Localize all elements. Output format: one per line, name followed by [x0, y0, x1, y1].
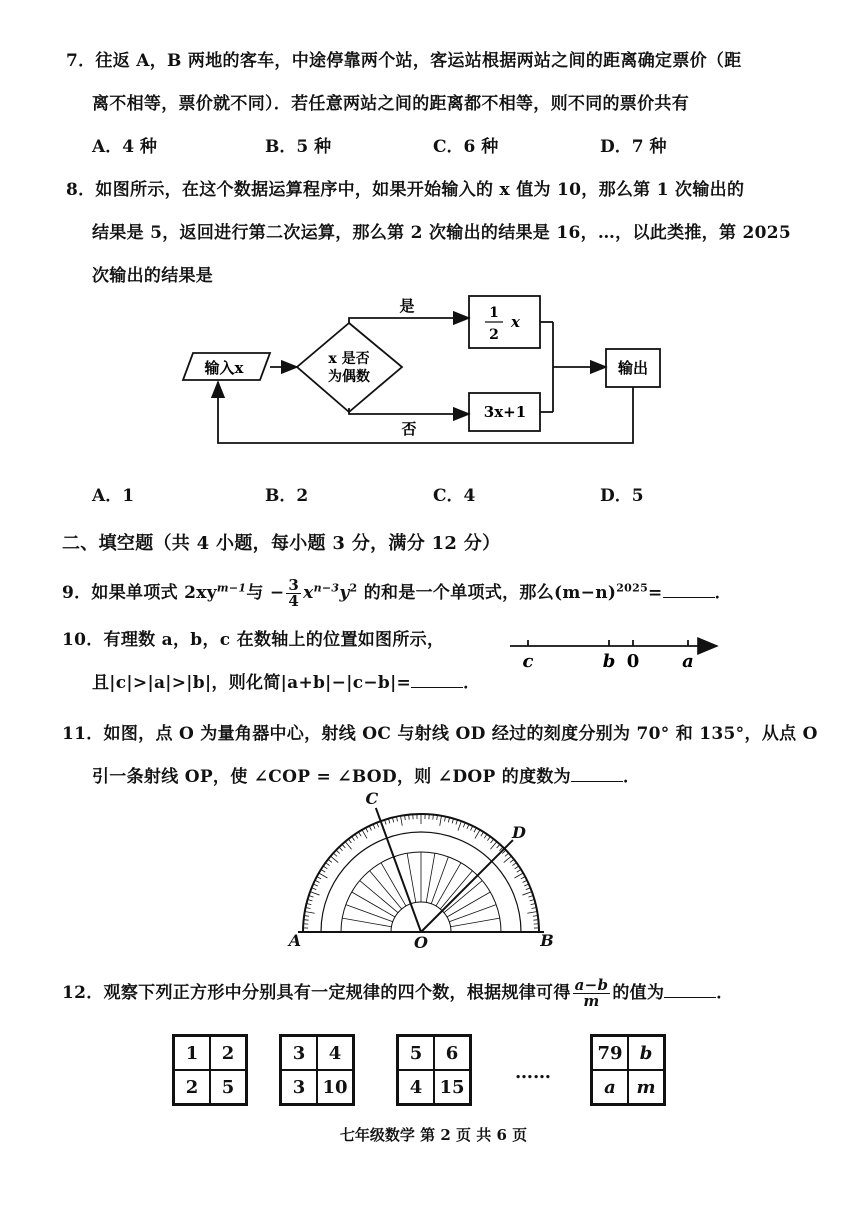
q12-fraction [573, 978, 611, 1009]
protractor-tick [401, 816, 403, 826]
protractor-tick [517, 869, 521, 872]
protractor-tick [505, 853, 509, 856]
q7-option-c: C．6 种 [433, 137, 499, 157]
q10-line2-end: ． [463, 673, 481, 693]
protractor-tick [515, 866, 519, 869]
square-2-cell: 10 [317, 1070, 353, 1104]
protractor-tick [521, 877, 525, 879]
q7-option-d: D．7 种 [600, 137, 667, 157]
q11-line2-text: 引一条射线 OP，使 ∠COP = ∠BOD，则 ∠DOP 的度数为 [92, 767, 571, 787]
flow-half-den: 2 [489, 327, 499, 343]
q7-option-b: B．5 种 [265, 137, 332, 157]
protractor-ray [451, 918, 500, 927]
axis-label-c: c [522, 651, 534, 672]
square-1 [172, 1034, 248, 1106]
q12-pre: 12．观察下列正方形中分别具有一定规律的四个数，根据规律可得 [62, 983, 571, 1003]
square-4 [590, 1034, 666, 1106]
square-3-cell: 15 [434, 1070, 470, 1104]
point-d-label: D [511, 823, 526, 843]
q8-line3: 次输出的结果是 [92, 266, 214, 286]
protractor-tick [336, 850, 340, 853]
protractor-tick [373, 824, 375, 829]
q10-line2-text: 且|c|>|a|>|b|，则化简|a+b|−|c−b|= [92, 673, 412, 693]
page-footer: 七年级数学 第 2 页 共 6 页 [339, 1126, 528, 1144]
protractor-tick [484, 834, 487, 838]
square-1-cell: 2 [174, 1070, 210, 1104]
q12-end: ． [716, 983, 734, 1003]
q11-line2-end: ． [622, 767, 641, 787]
number-line [505, 630, 735, 675]
protractor-tick [342, 844, 345, 848]
protractor-tick [348, 839, 351, 843]
protractor-tick [352, 837, 355, 841]
protractor-tick [504, 856, 512, 862]
protractor-tick [328, 859, 332, 862]
protractor-tick [474, 828, 476, 832]
q8-option-c: C．4 [433, 486, 476, 506]
protractor-tick [533, 920, 538, 921]
q12-post: 的值为 [612, 983, 665, 1003]
protractor-tick [304, 920, 309, 921]
q9-suffix: 的和是一个单项式，那么(m−n) [357, 583, 617, 603]
q8-option-a: A．1 [92, 486, 135, 506]
protractor-tick [345, 842, 351, 850]
point-a-label: A [288, 931, 302, 950]
axis-label-b: b [602, 651, 616, 672]
q7-line2: 离不相等，票价就不同）．若任意两站之间的距离都不相等，则不同的票价共有 [92, 94, 689, 114]
axis-label-a: a [682, 651, 694, 672]
flow-triple-label: 3x+1 [483, 403, 527, 421]
square-2 [279, 1034, 355, 1106]
q9-tail: ． [714, 583, 732, 603]
square-4-cell: 79 [592, 1036, 628, 1070]
protractor-tick [409, 815, 410, 820]
q12-frac-den: m [583, 992, 600, 1010]
q8-line1: 8．如图所示，在这个数据运算程序中，如果开始输入的 x 值为 10，那么第 1 次输出的 [66, 180, 745, 200]
protractor-tick [487, 837, 490, 841]
q8-line2: 结果是 5，返回进行第二次运算，那么第 2 次输出的结果是 16，…，以此类推，第 2025 [92, 223, 792, 243]
q10-answer-blank[interactable] [411, 673, 463, 688]
protractor-tick [524, 884, 529, 886]
protractor-tick [366, 828, 368, 832]
flow-half-box [469, 296, 540, 348]
protractor-tick [326, 863, 330, 866]
protractor-tick [475, 830, 480, 839]
flowchart [0, 290, 867, 460]
q9-exp1: m−1 [216, 581, 247, 595]
q11-answer-blank[interactable] [571, 767, 623, 782]
protractor-tick [515, 873, 524, 878]
flow-no-label: 否 [401, 420, 417, 438]
protractor-tick [523, 880, 527, 882]
q11-line1: 11．如图，点 O 为量角器中心，射线 OC 与射线 OD 经过的刻度分别为 70° 和 135°，从点 O [62, 724, 818, 744]
protractor-ray [342, 918, 391, 927]
flow-half-var: x [511, 313, 520, 331]
point-o-label: O [414, 933, 428, 952]
square-3 [396, 1034, 472, 1106]
protractor-tick [355, 834, 358, 838]
protractor-tick [491, 839, 494, 843]
flow-decision-line2: 为偶数 [328, 369, 370, 385]
protractor-tick [331, 856, 339, 862]
flow-decision-line1: x 是否 [328, 351, 370, 367]
square-1-cell: 5 [210, 1070, 246, 1104]
protractor-tick [369, 826, 371, 830]
q10-line1: 10．有理数 a，b，c 在数轴上的位置如图所示， [62, 630, 445, 650]
protractor-tick [317, 877, 321, 879]
protractor-tick [321, 869, 325, 872]
q9-y: y [339, 583, 350, 603]
protractor-tick [467, 824, 469, 829]
square-4-cell: a [592, 1070, 628, 1104]
protractor-tick [433, 815, 434, 820]
square-1-cell: 2 [210, 1036, 246, 1070]
q8-option-d: D．5 [600, 486, 644, 506]
axis-label-zero: 0 [626, 651, 640, 672]
protractor-tick [305, 912, 315, 914]
protractor-tick [490, 842, 496, 850]
q9-equals: = [648, 583, 663, 603]
squares-ellipsis: …… [515, 1062, 551, 1083]
q7-option-a: A．4 种 [92, 137, 157, 157]
square-2-cell: 3 [281, 1070, 317, 1104]
q9-frac-den: 4 [288, 592, 300, 610]
q12-answer-blank[interactable] [664, 983, 716, 998]
protractor-tick [440, 816, 442, 826]
q9-mid: 与 − [246, 583, 285, 603]
square-4-cell: b [628, 1036, 664, 1070]
protractor-tick [510, 859, 514, 862]
flow-half-num: 1 [489, 305, 499, 321]
protractor-tick [315, 880, 319, 882]
q9-line [62, 578, 732, 609]
ray-oc [376, 808, 421, 932]
protractor-tick [319, 873, 328, 878]
q9-exp3: 2 [349, 581, 358, 595]
protractor-ray [449, 905, 496, 922]
q12-frac-num: a−b [574, 976, 609, 994]
q7-line1: 7．往返 A，B 两地的客车，中途停靠两个站，客运站根据两站之间的距离确定票价（距 [66, 51, 742, 71]
protractor-tick [471, 826, 473, 830]
protractor-tick [358, 832, 361, 836]
protractor-tick [481, 832, 484, 836]
point-c-label: C [365, 788, 379, 808]
square-2-cell: 3 [281, 1036, 317, 1070]
protractor-tick [310, 892, 319, 895]
protractor-tick [512, 863, 516, 866]
protractor-ray [346, 905, 393, 922]
protractor-tick [522, 892, 531, 895]
point-b-label: B [540, 931, 554, 950]
flow-yes-label: 是 [399, 297, 415, 315]
square-4-cell: m [628, 1070, 664, 1104]
section-heading: 二、填空题（共 4 小题，每小题 3 分，满分 12 分） [62, 533, 501, 554]
square-3-cell: 6 [434, 1036, 470, 1070]
protractor-tick [339, 847, 342, 851]
square-1-cell: 1 [174, 1036, 210, 1070]
protractor-tick [458, 821, 461, 830]
q9-exp2: n−3 [313, 581, 340, 595]
protractor-tick [313, 884, 318, 886]
protractor-figure [288, 788, 554, 952]
q11-line2 [92, 762, 640, 787]
q9-answer-blank[interactable] [663, 583, 715, 598]
protractor-tick [527, 912, 537, 914]
protractor-ray [426, 853, 435, 902]
protractor-tick [333, 853, 337, 856]
protractor-tick [497, 844, 500, 848]
q9-prefix: 9．如果单项式 2xy [62, 583, 217, 603]
flow-input-label: 输入x [204, 359, 244, 377]
q12-line [62, 978, 734, 1009]
square-2-cell: 4 [317, 1036, 353, 1070]
flow-decision [297, 323, 402, 412]
q9-x: x [303, 583, 314, 603]
flow-output-label: 输出 [617, 359, 649, 377]
q9-fraction [286, 578, 301, 609]
q8-option-b: B．2 [265, 486, 309, 506]
square-3-cell: 5 [398, 1036, 434, 1070]
protractor-tick [323, 866, 327, 869]
protractor-ray [431, 857, 448, 904]
square-3-cell: 4 [398, 1070, 434, 1104]
q9-exp4: 2025 [616, 581, 649, 595]
q9-frac-num: 3 [288, 576, 300, 594]
q10-line2 [92, 668, 480, 693]
protractor-tick [362, 830, 367, 839]
